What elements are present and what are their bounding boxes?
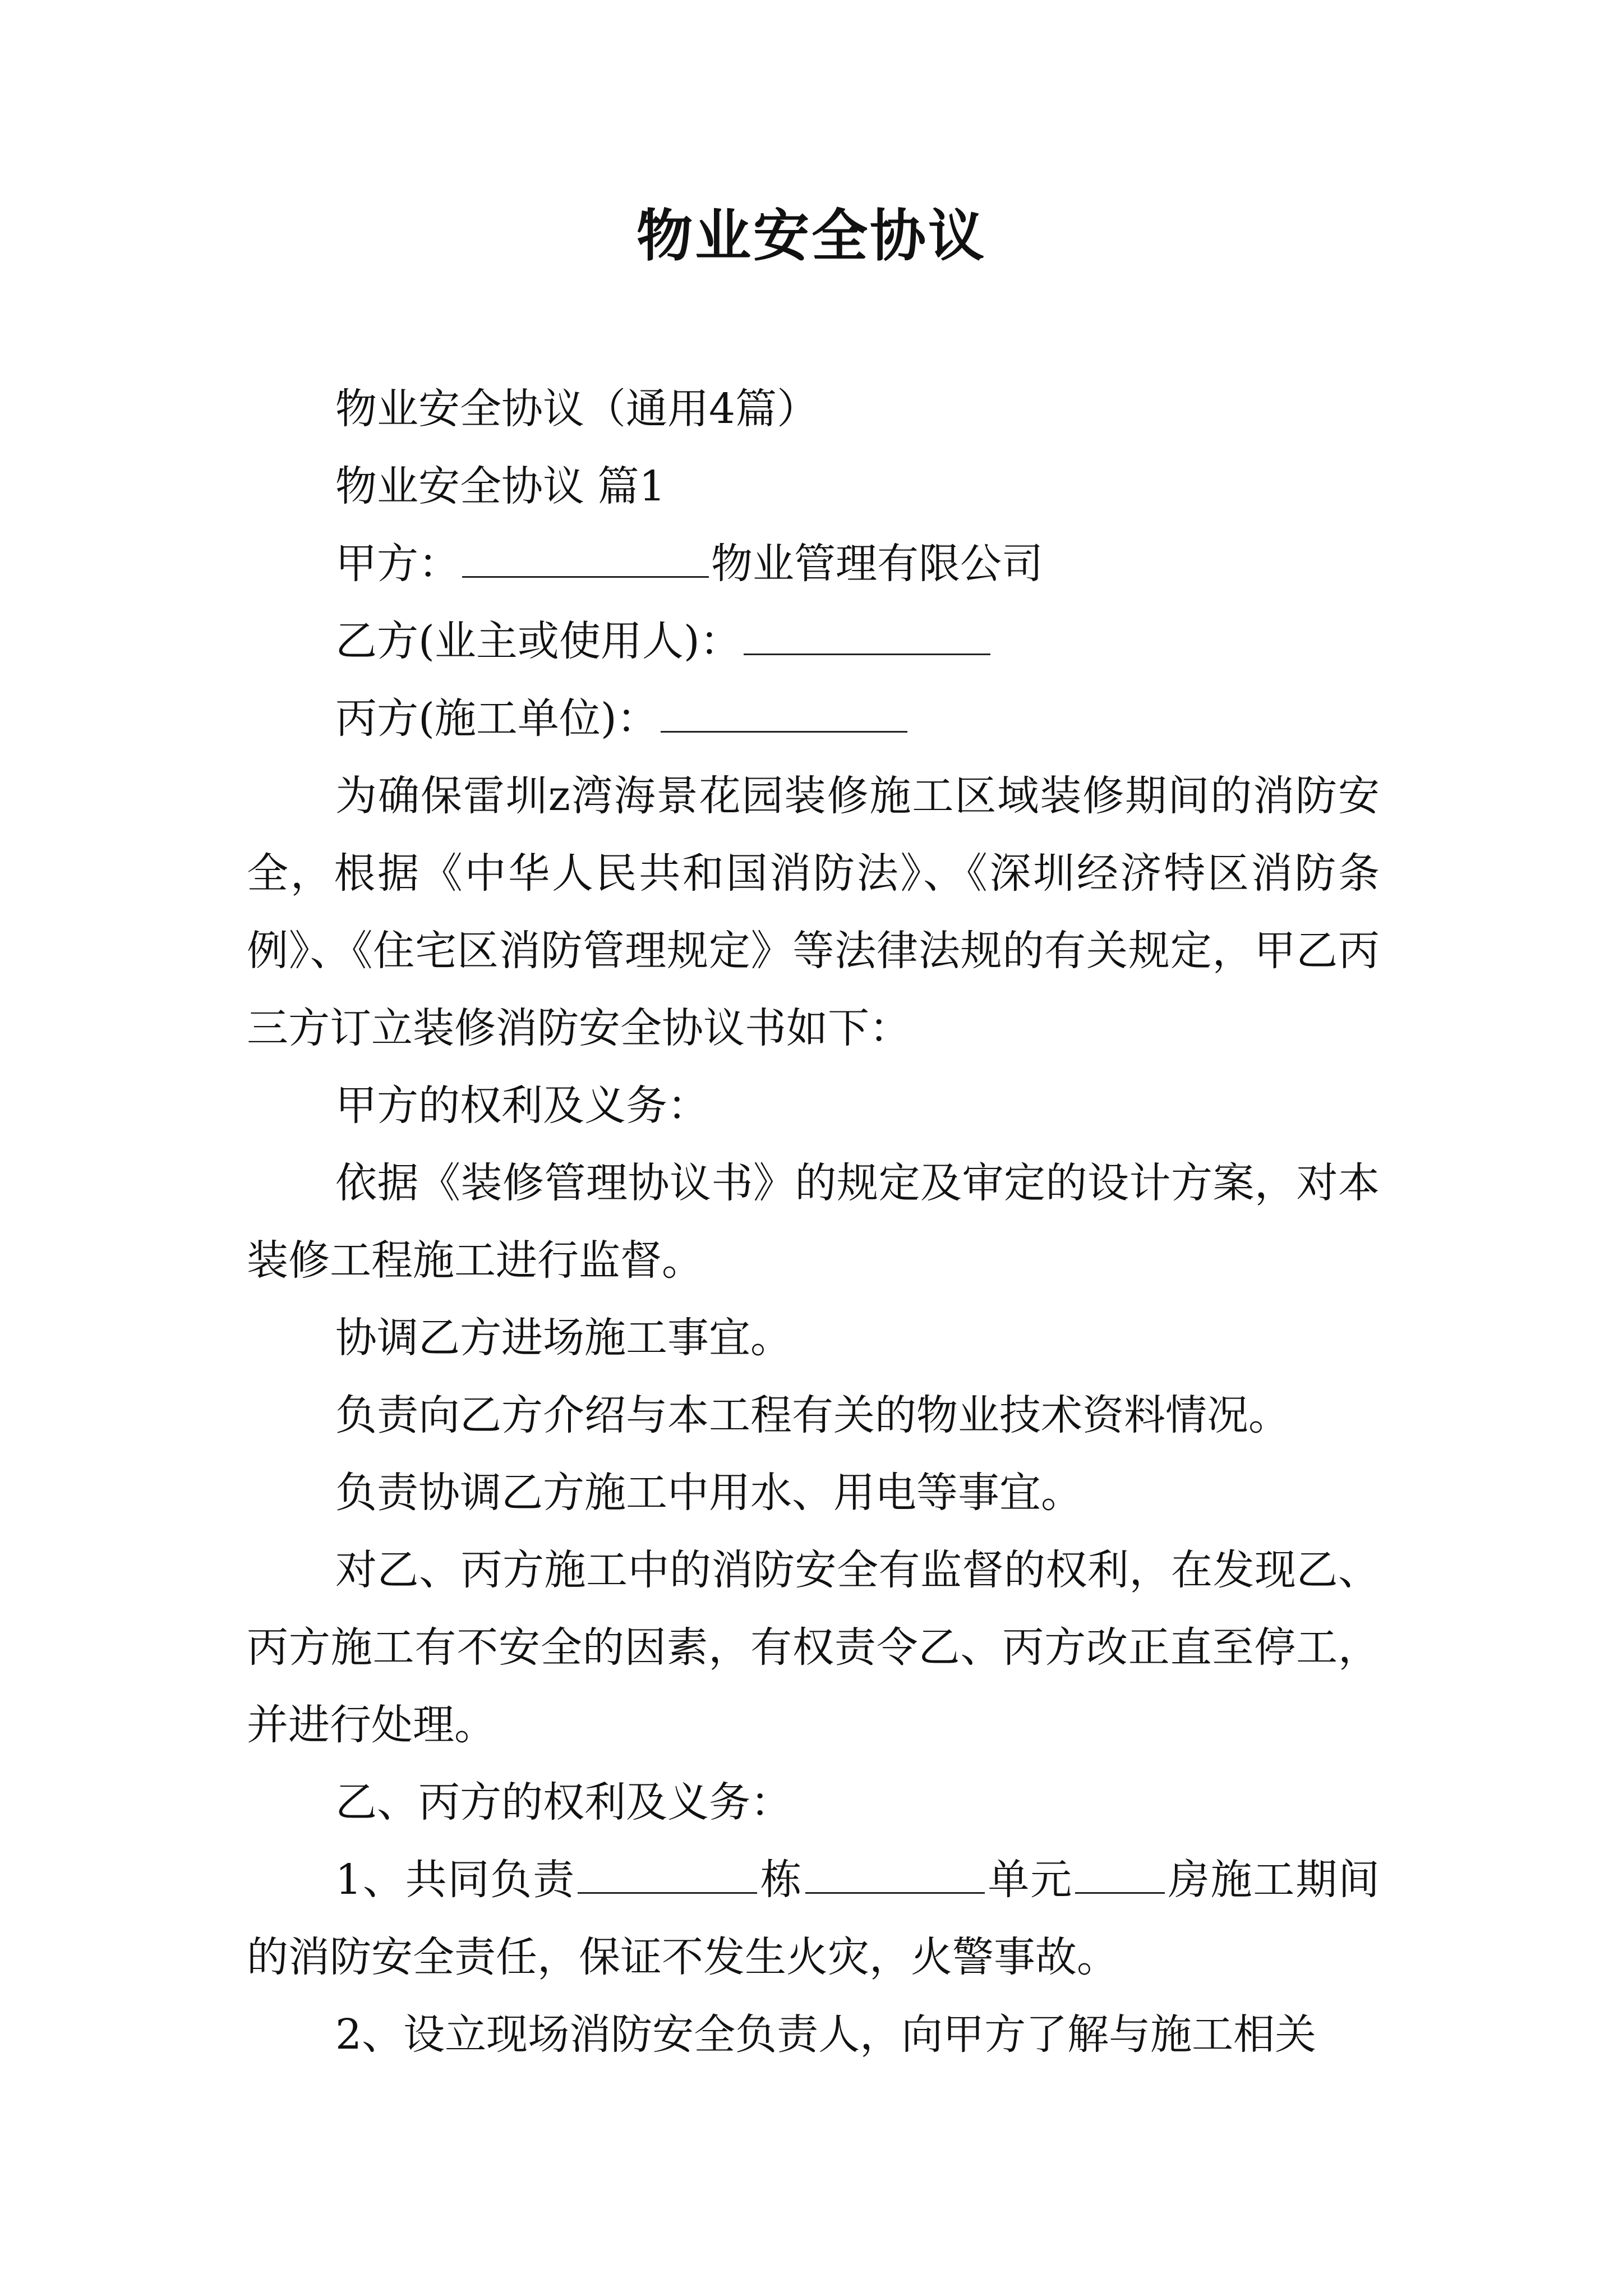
paragraph-party-a-rights-heading: 甲方的权利及义务： [335, 1082, 709, 1130]
paragraph-item-2: 2、设立现场消防安全负责人，向甲方了解与施工相关 [335, 2010, 1317, 2059]
document-title: 物业安全协议 [637, 203, 986, 269]
paragraph-party-a-duty-1: 依据《装修管理协议书》的规定及审定的设计方案，对本装修工程施工进行监督。 [247, 1159, 1380, 1285]
item-1-rest: 房施工期间的消防安全责任，保证不发生火灾，火警事故。 [247, 1856, 1380, 1981]
room-blank [1075, 1851, 1165, 1894]
party-b-blank [744, 612, 990, 655]
party-b-label: 乙方(业主或使用人)： [335, 617, 741, 665]
paragraph-intro: 为确保雷圳z湾海景花园装修施工区域装修期间的消防安全，根据《中华人民共和国消防法》、《深圳经济特区消防条例》、《住宅区消防管理规定》等法律法规的有关规定，甲乙丙三方订立装修消防安全协议书如下： [247, 772, 1380, 1052]
paragraph-party-bc-rights-heading: 乙、丙方的权利及义务： [335, 1778, 792, 1826]
party-c-label: 丙方(施工单位)： [335, 694, 658, 743]
party-c-blank [661, 689, 907, 733]
party-c-line [247, 680, 1380, 757]
item-1-building: 栋 [759, 1856, 803, 1904]
building-blank [578, 1851, 757, 1894]
paragraph-party-a-duty-4: 负责协调乙方施工中用水、用电等事宜。 [335, 1469, 1082, 1517]
party-a-label: 甲方： [335, 540, 460, 588]
party-a-blank [462, 535, 709, 578]
paragraph-section-heading: 物业安全协议 篇1 [335, 462, 666, 510]
paragraph-item-1 [247, 1841, 1380, 1996]
party-b-line [247, 602, 1380, 680]
paragraph-party-a-duty-3: 负责向乙方介绍与本工程有关的物业技术资料情况。 [335, 1391, 1290, 1439]
document-body [247, 370, 1380, 2073]
party-a-tail: 物业管理有限公司 [711, 540, 1043, 588]
item-1-unit: 单元 [986, 1856, 1073, 1904]
item-1-prefix: 1、共同负责 [335, 1856, 575, 1904]
party-a-line [247, 525, 1380, 602]
paragraph-party-a-duty-5: 对乙、丙方施工中的消防安全有监督的权利，在发现乙、丙方施工有不安全的因素，有权责令乙、丙方改正直至停工，并进行处理。 [247, 1546, 1380, 1749]
paragraph-subtitle: 物业安全协议（通用4篇） [335, 385, 819, 433]
unit-blank [805, 1851, 985, 1894]
paragraph-party-a-duty-2: 协调乙方进场施工事宜。 [335, 1314, 792, 1362]
